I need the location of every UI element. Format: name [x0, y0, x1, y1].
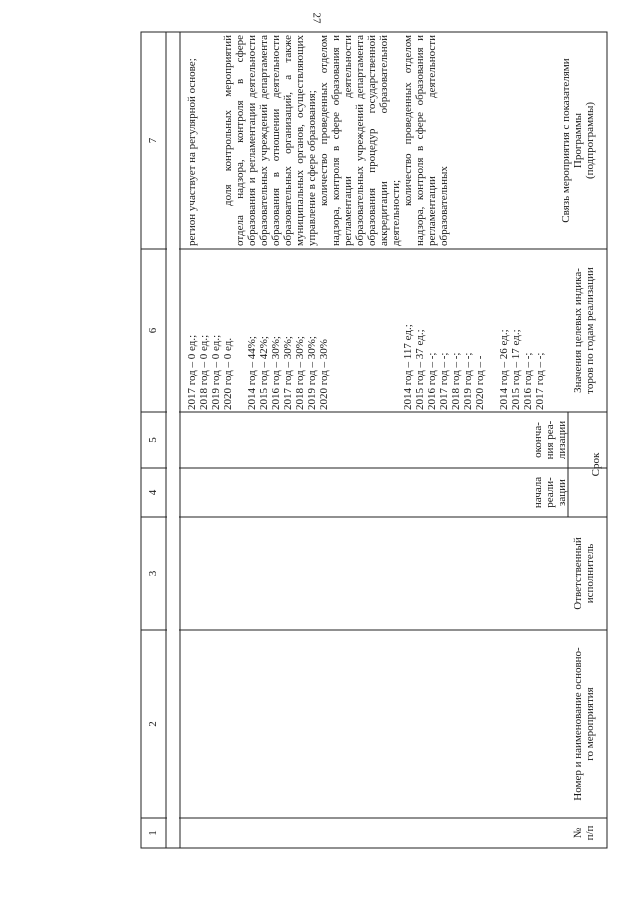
col-num-7: 7: [147, 137, 159, 144]
link-paragraph: регион участвует на регулярной основе;: [186, 58, 198, 246]
value-line: 2020 год – -: [474, 355, 486, 410]
col-num-3: 3: [147, 570, 159, 577]
value-line: 2019 год – 30%;: [306, 336, 318, 410]
value-line: 2017 год – 30%;: [282, 336, 294, 410]
value-line: 2018 год – -;: [450, 352, 462, 410]
col-num-6: 6: [147, 327, 159, 334]
value-line: 2017 год – 0 ед.;: [186, 334, 198, 410]
header-col3: Ответственный исполнитель: [572, 537, 596, 610]
value-line: 2019 год – 0 ед.;: [210, 334, 222, 410]
value-line: 2014 год – 44%;: [246, 336, 258, 410]
value-line: 2015 год – 37 ед.;: [414, 329, 426, 410]
values-col6: [186, 251, 546, 410]
col-num-5: 5: [147, 437, 159, 443]
links-col7: [186, 35, 450, 246]
value-line: 2014 год – 117 ед.;: [402, 324, 414, 410]
header-term: Срок: [590, 452, 602, 477]
header-col5: оконча- ния реа- лизации: [532, 420, 568, 460]
value-line: 2017 год – -;: [534, 352, 546, 410]
page-number: 27: [310, 12, 323, 24]
value-line: [234, 251, 246, 410]
value-line: 2020 год – 0 ед.: [222, 337, 234, 410]
value-line: 2014 год – 26 ед.;: [498, 329, 510, 410]
col-num-4: 4: [147, 489, 159, 496]
value-line: 2016 год – -;: [522, 352, 534, 410]
header-col6: Значения целевых индика- торов по годам реализации: [572, 267, 596, 394]
value-line: 2016 год – -;: [426, 352, 438, 410]
value-line: 2015 год – 42%;: [258, 336, 270, 410]
value-line: 2015 год – 17 ед.;: [510, 329, 522, 410]
col-num-2: 2: [147, 721, 159, 727]
link-paragraph: количество проведенных отделом надзора, контроля в сфере образования и регламентации деятельности образовательных: [402, 35, 450, 246]
value-line: 2017 год – -;: [438, 352, 450, 410]
header-col7: Связь мероприятия с показателями Программы (подпрограммы): [560, 58, 596, 223]
value-line: 2016 год – 30%;: [270, 336, 282, 410]
col-num-1: 1: [147, 830, 159, 836]
header-col4: начала реали- зации: [532, 476, 568, 509]
link-paragraph: количество проведенных отделом надзора, контроля в сфере образования и регламентации деятельности образовательных учреждений департамента образования процедур государственной аккредитации образовательной деятельности;: [318, 35, 402, 246]
header-col1: № п/п: [572, 825, 596, 841]
value-line: 2020 год – 30%: [318, 339, 330, 410]
value-line: 2018 год – 0 ед.;: [198, 334, 210, 410]
value-line: 2018 год – 30%;: [294, 336, 306, 410]
link-paragraph: доля контрольных мероприятий отдела надзора, контроля в сфере образования и регламентации деятельности образовательных учреждений департамента образования в отношении деятельности образовательных организаций, а также муниципальных органов, осуществляющих управление в сфере образования;: [222, 35, 318, 246]
header-col2: Номер и наименование основно- го мероприятия: [572, 647, 596, 801]
value-line: 2019 год – -;: [462, 352, 474, 410]
